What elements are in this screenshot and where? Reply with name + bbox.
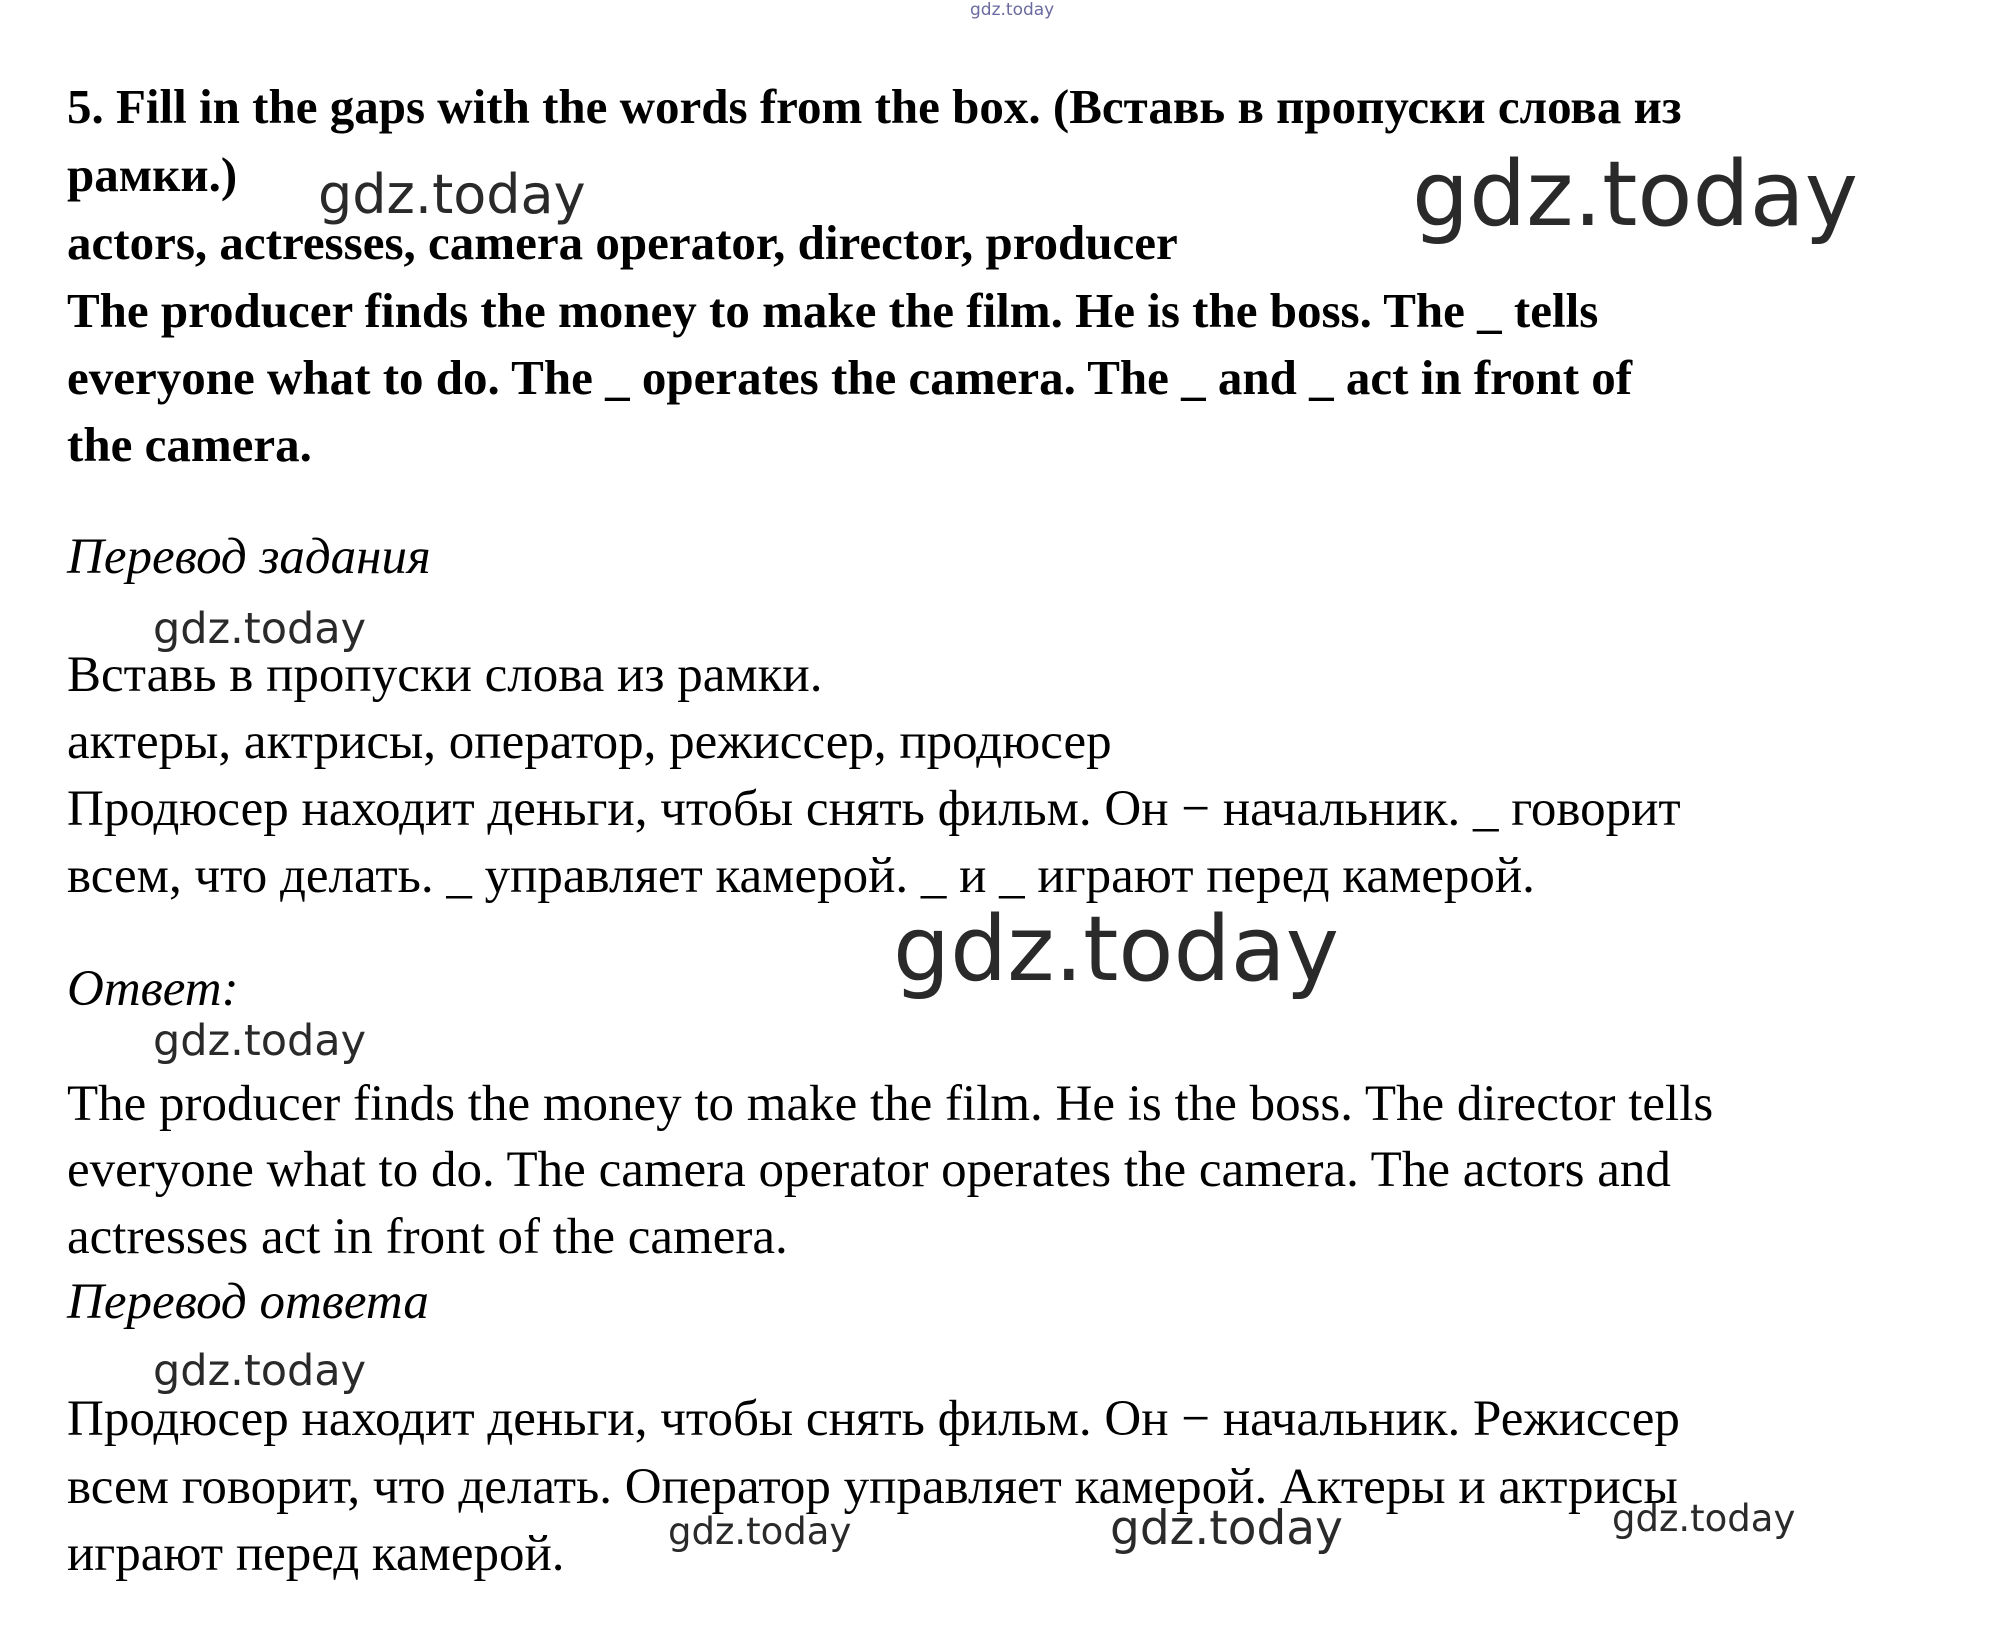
word-box: actors, actresses, camera operator, director, producer bbox=[67, 215, 1178, 270]
watermark: gdz.today bbox=[153, 1346, 367, 1396]
watermark-top: gdz.today bbox=[970, 0, 1055, 20]
watermark-large: gdz.today bbox=[893, 897, 1340, 1002]
watermark: gdz.today bbox=[318, 163, 586, 226]
task-translation-line-3: Продюсер находит деньги, чтобы снять фильм. Он − начальник. _ говорит bbox=[67, 781, 1681, 837]
answer-translation-label: Перевод ответа bbox=[67, 1274, 429, 1330]
watermark: gdz.today bbox=[1612, 1497, 1796, 1540]
watermark: gdz.today bbox=[1110, 1501, 1343, 1556]
watermark: gdz.today bbox=[153, 1016, 367, 1066]
task-translation-line-2: актеры, актрисы, оператор, режиссер, продюсер bbox=[67, 714, 1112, 770]
answer-label: Ответ: bbox=[67, 961, 239, 1017]
answer-line-3: actresses act in front of the camera. bbox=[67, 1209, 788, 1265]
task-translation-line-4: всем, что делать. _ управляет камерой. _ и _ играют перед камерой. bbox=[67, 848, 1535, 904]
task-translation-label: Перевод задания bbox=[67, 529, 431, 585]
answer-translation-line-3: играют перед камерой. bbox=[67, 1526, 565, 1582]
watermark: gdz.today bbox=[153, 604, 367, 654]
answer-translation-line-1: Продюсер находит деньги, чтобы снять фильм. Он − начальник. Режиссер bbox=[67, 1391, 1680, 1447]
answer-line-1: The producer finds the money to make the film. He is the boss. The director tells bbox=[67, 1076, 1714, 1132]
watermark: gdz.today bbox=[668, 1510, 852, 1553]
task-translation-line-1: Вставь в пропуски слова из рамки. bbox=[67, 647, 823, 703]
task-text-line-1: The producer finds the money to make the film. He is the boss. The _ tells bbox=[67, 283, 1599, 338]
task-heading-line-2: рамки.) bbox=[67, 147, 238, 202]
watermark-large: gdz.today bbox=[1412, 142, 1859, 247]
answer-line-2: everyone what to do. The camera operator operates the camera. The actors and bbox=[67, 1142, 1671, 1198]
answer-translation-line-2: всем говорит, что делать. Оператор управляет камерой. Актеры и актрисы bbox=[67, 1459, 1678, 1515]
task-text-line-3: the camera. bbox=[67, 417, 312, 472]
task-text-line-2: everyone what to do. The _ operates the camera. The _ and _ act in front of bbox=[67, 350, 1633, 405]
task-heading-line-1: 5. Fill in the gaps with the words from the box. (Вставь в пропуски слова из bbox=[67, 79, 1682, 134]
